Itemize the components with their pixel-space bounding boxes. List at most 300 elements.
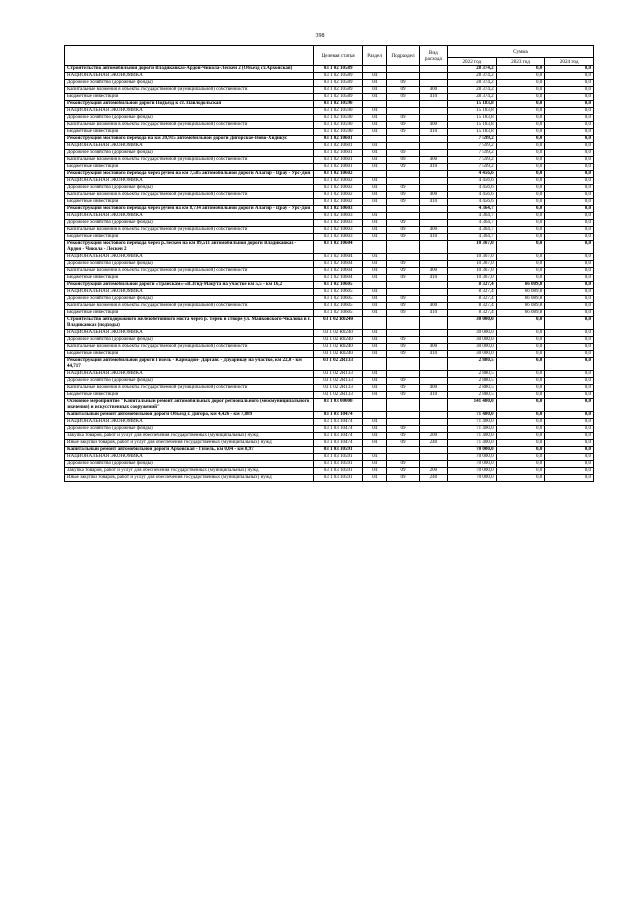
row-sum-2022: 71 400,0 xyxy=(448,440,497,447)
row-section xyxy=(362,136,386,143)
row-expense-type xyxy=(419,185,447,192)
row-sum-2024: 0,0 xyxy=(545,213,594,220)
row-subsection: 09 xyxy=(387,392,419,399)
table-row xyxy=(65,80,594,87)
row-section: 04 xyxy=(362,296,386,303)
header-sum: Сумма xyxy=(448,46,594,58)
row-sum-2023: 0,0 xyxy=(496,344,545,351)
row-target-article: 03 1 02 10602 xyxy=(314,199,363,206)
row-sum-2024: 0,0 xyxy=(545,66,594,73)
row-target-article: 03 1 02 R0240 xyxy=(314,330,363,337)
row-sum-2022: 30 000,0 xyxy=(448,317,497,330)
row-name: Капитальные вложения в объекты государственной (муниципальной) собственности xyxy=(65,385,314,392)
table-row xyxy=(65,454,594,461)
row-sum-2024: 0,0 xyxy=(545,447,594,454)
table-row xyxy=(65,171,594,178)
table-row xyxy=(65,66,594,73)
row-sum-2022: 2 880,5 xyxy=(448,385,497,392)
row-expense-type xyxy=(419,213,447,220)
row-expense-type: 200 xyxy=(419,468,447,475)
row-sum-2024: 0,0 xyxy=(545,157,594,164)
row-section: 04 xyxy=(362,164,386,171)
row-subsection xyxy=(387,178,419,185)
row-sum-2024: 0,0 xyxy=(545,206,594,213)
row-expense-type: 400 xyxy=(419,192,447,199)
row-sum-2023: 0,0 xyxy=(496,468,545,475)
row-name: НАЦИОНАЛЬНАЯ ЭКОНОМИКА xyxy=(65,254,314,261)
row-section xyxy=(362,282,386,289)
row-expense-type: 400 xyxy=(419,227,447,234)
row-sum-2024: 0,0 xyxy=(545,101,594,108)
row-sum-2022: 15 183,8 xyxy=(448,129,497,136)
row-target-article: 03 1 03 10591 xyxy=(314,461,363,468)
row-subsection: 09 xyxy=(387,440,419,447)
row-expense-type: 410 xyxy=(419,199,447,206)
row-name: НАЦИОНАЛЬНАЯ ЭКОНОМИКА xyxy=(65,73,314,80)
row-target-article: 03 1 02 10589 xyxy=(314,73,363,80)
row-sum-2024: 0,0 xyxy=(545,426,594,433)
row-subsection xyxy=(387,171,419,178)
row-subsection: 09 xyxy=(387,129,419,136)
row-subsection: 09 xyxy=(387,378,419,385)
table-row xyxy=(65,330,594,337)
row-target-article: 03 1 02 10590 xyxy=(314,122,363,129)
row-sum-2022: 4 364,7 xyxy=(448,213,497,220)
row-expense-type xyxy=(419,220,447,227)
row-target-article: 03 1 02 10602 xyxy=(314,185,363,192)
row-name: Реконструкция автомобильной дороги «Транскам»-«В.Згид-Мацута на участке км 5,5 - км 16,2 xyxy=(65,282,314,289)
row-sum-2024: 0,0 xyxy=(545,171,594,178)
row-subsection: 09 xyxy=(387,199,419,206)
row-section: 04 xyxy=(362,330,386,337)
row-sum-2022: 4 364,7 xyxy=(448,227,497,234)
row-section: 04 xyxy=(362,122,386,129)
row-subsection: 09 xyxy=(387,385,419,392)
row-name: Бюджетные инвестиции xyxy=(65,199,314,206)
row-sum-2024: 0,0 xyxy=(545,317,594,330)
table-row xyxy=(65,261,594,268)
row-name: Дорожное хозяйство (дорожные фонды) xyxy=(65,337,314,344)
row-target-article: 03 1 02 2R133 xyxy=(314,371,363,378)
row-sum-2022: 4 364,7 xyxy=(448,234,497,241)
row-name: Бюджетные инвестиции xyxy=(65,129,314,136)
row-expense-type: 200 xyxy=(419,433,447,440)
row-sum-2024: 0,0 xyxy=(545,351,594,358)
row-expense-type: 400 xyxy=(419,303,447,310)
row-section: 04 xyxy=(362,468,386,475)
row-name: НАЦИОНАЛЬНАЯ ЭКОНОМИКА xyxy=(65,289,314,296)
row-sum-2023: 0,0 xyxy=(496,129,545,136)
row-expense-type xyxy=(419,454,447,461)
row-name: Бюджетные инвестиции xyxy=(65,351,314,358)
row-subsection: 09 xyxy=(387,275,419,282)
row-sum-2023: 0,0 xyxy=(496,122,545,129)
row-sum-2024: 0,0 xyxy=(545,440,594,447)
row-subsection: 09 xyxy=(387,227,419,234)
table-row xyxy=(65,157,594,164)
row-sum-2024: 0,0 xyxy=(545,80,594,87)
row-sum-2022: 71 400,0 xyxy=(448,426,497,433)
row-sum-2023: 66 089,8 xyxy=(496,289,545,296)
row-section: 04 xyxy=(362,129,386,136)
row-expense-type xyxy=(419,241,447,254)
row-section: 04 xyxy=(362,392,386,399)
table-row xyxy=(65,164,594,171)
row-name: Дорожное хозяйство (дорожные фонды) xyxy=(65,426,314,433)
row-target-article: 03 1 02 10601 xyxy=(314,164,363,171)
header-year-2022: 2022 год xyxy=(448,58,497,66)
header-expense-type: Вид расхода xyxy=(419,46,447,66)
row-section: 04 xyxy=(362,426,386,433)
row-sum-2022: 15 183,8 xyxy=(448,122,497,129)
row-sum-2024: 0,0 xyxy=(545,399,594,412)
row-sum-2022: 7 599,2 xyxy=(448,157,497,164)
row-sum-2022: 70 000,0 xyxy=(448,447,497,454)
row-target-article: 03 1 02 10589 xyxy=(314,80,363,87)
row-sum-2022: 141 400,0 xyxy=(448,399,497,412)
row-subsection: 09 xyxy=(387,310,419,317)
row-sum-2023: 0,0 xyxy=(496,192,545,199)
row-sum-2024: 0,0 xyxy=(545,164,594,171)
row-expense-type xyxy=(419,143,447,150)
row-target-article: 03 1 02 10605 xyxy=(314,282,363,289)
table-row xyxy=(65,461,594,468)
table-row xyxy=(65,73,594,80)
table-row xyxy=(65,268,594,275)
row-sum-2024: 0,0 xyxy=(545,227,594,234)
table-row xyxy=(65,213,594,220)
row-target-article: 03 1 02 10603 xyxy=(314,234,363,241)
row-subsection: 09 xyxy=(387,220,419,227)
row-section xyxy=(362,206,386,213)
row-target-article: 03 1 02 2R133 xyxy=(314,392,363,399)
row-target-article: 03 1 02 10603 xyxy=(314,206,363,213)
row-subsection xyxy=(387,371,419,378)
table-row xyxy=(65,385,594,392)
table-row xyxy=(65,378,594,385)
row-subsection xyxy=(387,330,419,337)
row-expense-type: 410 xyxy=(419,275,447,282)
row-sum-2024: 0,0 xyxy=(545,337,594,344)
row-target-article: 03 1 02 10589 xyxy=(314,66,363,73)
row-subsection xyxy=(387,282,419,289)
row-sum-2023: 0,0 xyxy=(496,234,545,241)
table-row xyxy=(65,254,594,261)
row-sum-2024: 0,0 xyxy=(545,330,594,337)
row-sum-2022: 10 367,0 xyxy=(448,254,497,261)
row-sum-2024: 0,0 xyxy=(545,115,594,122)
table-row xyxy=(65,178,594,185)
row-sum-2024: 0,0 xyxy=(545,303,594,310)
row-name: Бюджетные инвестиции xyxy=(65,94,314,101)
row-subsection: 09 xyxy=(387,164,419,171)
row-section: 04 xyxy=(362,433,386,440)
table-row xyxy=(65,101,594,108)
row-target-article: 03 1 02 10603 xyxy=(314,213,363,220)
row-sum-2024: 0,0 xyxy=(545,241,594,254)
row-subsection xyxy=(387,206,419,213)
row-subsection: 09 xyxy=(387,185,419,192)
row-section xyxy=(362,171,386,178)
table-row xyxy=(65,426,594,433)
row-name: Капитальные вложения в объекты государственной (муниципальной) собственности xyxy=(65,122,314,129)
row-sum-2022: 8 327,4 xyxy=(448,303,497,310)
row-section: 04 xyxy=(362,385,386,392)
row-sum-2023: 0,0 xyxy=(496,94,545,101)
row-sum-2022: 10 367,0 xyxy=(448,241,497,254)
row-sum-2023: 66 089,8 xyxy=(496,303,545,310)
row-target-article: 03 1 03 10474 xyxy=(314,426,363,433)
row-name: Бюджетные инвестиции xyxy=(65,164,314,171)
row-sum-2022: 30 000,0 xyxy=(448,337,497,344)
row-sum-2022: 2 880,5 xyxy=(448,358,497,371)
row-expense-type: 400 xyxy=(419,268,447,275)
row-section: 04 xyxy=(362,310,386,317)
table-row xyxy=(65,129,594,136)
row-name: Капитальный ремонт автомобильной дороги Объезд г. Дигора, км 4,426 - км 7,889 xyxy=(65,412,314,419)
page-number: 398 xyxy=(315,33,325,39)
row-section: 04 xyxy=(362,289,386,296)
table-row xyxy=(65,310,594,317)
row-section xyxy=(362,447,386,454)
row-expense-type xyxy=(419,399,447,412)
row-name: НАЦИОНАЛЬНАЯ ЭКОНОМИКА xyxy=(65,371,314,378)
table-row xyxy=(65,440,594,447)
row-sum-2023: 0,0 xyxy=(496,108,545,115)
row-sum-2022: 28 374,2 xyxy=(448,94,497,101)
row-expense-type: 400 xyxy=(419,385,447,392)
row-target-article: 03 1 02 10603 xyxy=(314,227,363,234)
row-name: Бюджетные инвестиции xyxy=(65,392,314,399)
row-sum-2024: 0,0 xyxy=(545,192,594,199)
row-target-article: 03 1 02 10604 xyxy=(314,241,363,254)
row-sum-2024: 0,0 xyxy=(545,385,594,392)
row-expense-type xyxy=(419,412,447,419)
row-subsection: 09 xyxy=(387,433,419,440)
row-subsection: 09 xyxy=(387,192,419,199)
row-target-article: 03 1 02 10602 xyxy=(314,192,363,199)
row-sum-2024: 0,0 xyxy=(545,289,594,296)
row-sum-2024: 0,0 xyxy=(545,220,594,227)
row-subsection: 09 xyxy=(387,261,419,268)
row-expense-type: 400 xyxy=(419,157,447,164)
row-target-article: 03 1 03 10474 xyxy=(314,419,363,426)
row-expense-type xyxy=(419,101,447,108)
row-sum-2023: 0,0 xyxy=(496,426,545,433)
row-sum-2022: 4 456,6 xyxy=(448,171,497,178)
row-sum-2023: 0,0 xyxy=(496,66,545,73)
row-sum-2022: 4 456,6 xyxy=(448,178,497,185)
row-expense-type xyxy=(419,461,447,468)
row-name: Капитальные вложения в объекты государственной (муниципальной) собственности xyxy=(65,303,314,310)
row-target-article: 03 1 02 10605 xyxy=(314,303,363,310)
row-expense-type: 410 xyxy=(419,392,447,399)
row-sum-2022: 10 367,0 xyxy=(448,275,497,282)
row-sum-2023: 0,0 xyxy=(496,157,545,164)
row-expense-type: 410 xyxy=(419,310,447,317)
row-name: Реконструкция мостового перехода через ручей на км 7,585 автомобильной дороги Алагир - Црау - Урс-Дон xyxy=(65,171,314,178)
row-expense-type: 410 xyxy=(419,234,447,241)
row-subsection: 09 xyxy=(387,122,419,129)
row-section: 04 xyxy=(362,461,386,468)
row-sum-2023: 0,0 xyxy=(496,254,545,261)
row-sum-2024: 0,0 xyxy=(545,419,594,426)
table-row xyxy=(65,358,594,371)
row-name: НАЦИОНАЛЬНАЯ ЭКОНОМИКА xyxy=(65,178,314,185)
row-sum-2022: 30 000,0 xyxy=(448,330,497,337)
row-sum-2024: 0,0 xyxy=(545,461,594,468)
row-sum-2023: 66 089,8 xyxy=(496,282,545,289)
table-row xyxy=(65,192,594,199)
row-target-article: 03 1 02 10604 xyxy=(314,268,363,275)
row-expense-type: 400 xyxy=(419,87,447,94)
row-section xyxy=(362,241,386,254)
row-target-article: 03 1 02 10601 xyxy=(314,150,363,157)
row-expense-type xyxy=(419,171,447,178)
row-section: 04 xyxy=(362,268,386,275)
row-section: 04 xyxy=(362,150,386,157)
row-expense-type xyxy=(419,150,447,157)
row-target-article: 03 1 02 10605 xyxy=(314,296,363,303)
row-subsection xyxy=(387,108,419,115)
row-sum-2022: 10 367,0 xyxy=(448,261,497,268)
row-section: 04 xyxy=(362,351,386,358)
row-expense-type: 410 xyxy=(419,129,447,136)
row-sum-2024: 0,0 xyxy=(545,73,594,80)
row-section xyxy=(362,399,386,412)
row-name: Реконструкция мостового перехода через р.Лескен на км 89,511 автомобильной дороги Владикавказ - Ардон - Чикола - Лескен 2 xyxy=(65,241,314,254)
row-section: 04 xyxy=(362,80,386,87)
row-sum-2022: 70 000,0 xyxy=(448,454,497,461)
row-sum-2024: 0,0 xyxy=(545,468,594,475)
row-expense-type xyxy=(419,426,447,433)
row-sum-2023: 0,0 xyxy=(496,220,545,227)
row-section: 04 xyxy=(362,213,386,220)
row-section: 04 xyxy=(362,261,386,268)
row-subsection xyxy=(387,399,419,412)
table-row xyxy=(65,296,594,303)
row-sum-2023: 0,0 xyxy=(496,419,545,426)
header-subsection: Подраздел xyxy=(387,46,419,66)
row-sum-2022: 8 327,4 xyxy=(448,310,497,317)
row-name: НАЦИОНАЛЬНАЯ ЭКОНОМИКА xyxy=(65,330,314,337)
table-row xyxy=(65,115,594,122)
row-subsection: 09 xyxy=(387,468,419,475)
row-sum-2022: 15 183,8 xyxy=(448,108,497,115)
row-subsection: 09 xyxy=(387,157,419,164)
row-sum-2023: 0,0 xyxy=(496,461,545,468)
row-section: 04 xyxy=(362,192,386,199)
table-row xyxy=(65,371,594,378)
row-name: НАЦИОНАЛЬНАЯ ЭКОНОМИКА xyxy=(65,108,314,115)
row-sum-2023: 0,0 xyxy=(496,150,545,157)
table-row xyxy=(65,412,594,419)
row-sum-2023: 0,0 xyxy=(496,261,545,268)
row-sum-2024: 0,0 xyxy=(545,371,594,378)
row-sum-2022: 71 400,0 xyxy=(448,419,497,426)
row-target-article: 03 1 02 10604 xyxy=(314,254,363,261)
row-expense-type xyxy=(419,419,447,426)
row-target-article: 03 1 02 10604 xyxy=(314,275,363,282)
row-subsection xyxy=(387,419,419,426)
row-name: НАЦИОНАЛЬНАЯ ЭКОНОМИКА xyxy=(65,213,314,220)
row-sum-2023: 0,0 xyxy=(496,337,545,344)
row-target-article: 03 1 03 10591 xyxy=(314,454,363,461)
row-subsection: 09 xyxy=(387,426,419,433)
row-sum-2024: 0,0 xyxy=(545,475,594,482)
table-row xyxy=(65,275,594,282)
row-target-article: 03 1 02 10589 xyxy=(314,87,363,94)
row-sum-2022: 10 367,0 xyxy=(448,268,497,275)
row-target-article: 03 1 02 R0240 xyxy=(314,317,363,330)
row-section: 04 xyxy=(362,143,386,150)
row-name: Дорожное хозяйство (дорожные фонды) xyxy=(65,80,314,87)
row-section: 04 xyxy=(362,157,386,164)
row-section: 04 xyxy=(362,234,386,241)
table-row xyxy=(65,351,594,358)
table-row xyxy=(65,108,594,115)
row-target-article: 03 1 02 R0240 xyxy=(314,344,363,351)
row-name: Строительство автодорожного железобетонного моста через р. Терек в створе ул. Маяковского-Чкалова в г. Владикавказ (подходы) xyxy=(65,317,314,330)
row-sum-2024: 0,0 xyxy=(545,129,594,136)
row-sum-2023: 0,0 xyxy=(496,136,545,143)
row-sum-2023: 0,0 xyxy=(496,87,545,94)
table-row xyxy=(65,241,594,254)
row-target-article: 03 1 02 2R133 xyxy=(314,385,363,392)
row-subsection: 09 xyxy=(387,344,419,351)
row-sum-2022: 4 456,6 xyxy=(448,192,497,199)
row-subsection: 09 xyxy=(387,94,419,101)
row-section: 04 xyxy=(362,87,386,94)
row-subsection xyxy=(387,241,419,254)
row-sum-2023: 0,0 xyxy=(496,241,545,254)
row-sum-2024: 0,0 xyxy=(545,412,594,419)
row-name: Капитальные вложения в объекты государственной (муниципальной) собственности xyxy=(65,268,314,275)
table-row xyxy=(65,94,594,101)
row-section: 04 xyxy=(362,73,386,80)
row-section xyxy=(362,317,386,330)
row-expense-type xyxy=(419,358,447,371)
row-expense-type xyxy=(419,115,447,122)
row-sum-2023: 0,0 xyxy=(496,199,545,206)
row-sum-2022: 30 000,0 xyxy=(448,344,497,351)
table-row xyxy=(65,185,594,192)
row-sum-2023: 0,0 xyxy=(496,447,545,454)
row-section: 04 xyxy=(362,337,386,344)
row-sum-2023: 0,0 xyxy=(496,475,545,482)
table-row xyxy=(65,475,594,482)
row-sum-2024: 0,0 xyxy=(545,122,594,129)
row-section: 04 xyxy=(362,371,386,378)
row-expense-type xyxy=(419,296,447,303)
row-section: 04 xyxy=(362,440,386,447)
row-target-article: 03 1 02 10590 xyxy=(314,101,363,108)
row-sum-2023: 0,0 xyxy=(496,440,545,447)
row-expense-type: 400 xyxy=(419,344,447,351)
row-target-article: 03 1 03 10474 xyxy=(314,440,363,447)
row-target-article: 03 1 02 10601 xyxy=(314,136,363,143)
row-expense-type xyxy=(419,447,447,454)
row-target-article: 03 1 02 2R133 xyxy=(314,358,363,371)
row-sum-2022: 8 327,4 xyxy=(448,296,497,303)
row-name: Дорожное хозяйство (дорожные фонды) xyxy=(65,296,314,303)
row-sum-2023: 0,0 xyxy=(496,171,545,178)
row-subsection: 09 xyxy=(387,80,419,87)
row-expense-type: 410 xyxy=(419,164,447,171)
row-sum-2022: 70 000,0 xyxy=(448,461,497,468)
table-row xyxy=(65,199,594,206)
row-sum-2023: 0,0 xyxy=(496,392,545,399)
